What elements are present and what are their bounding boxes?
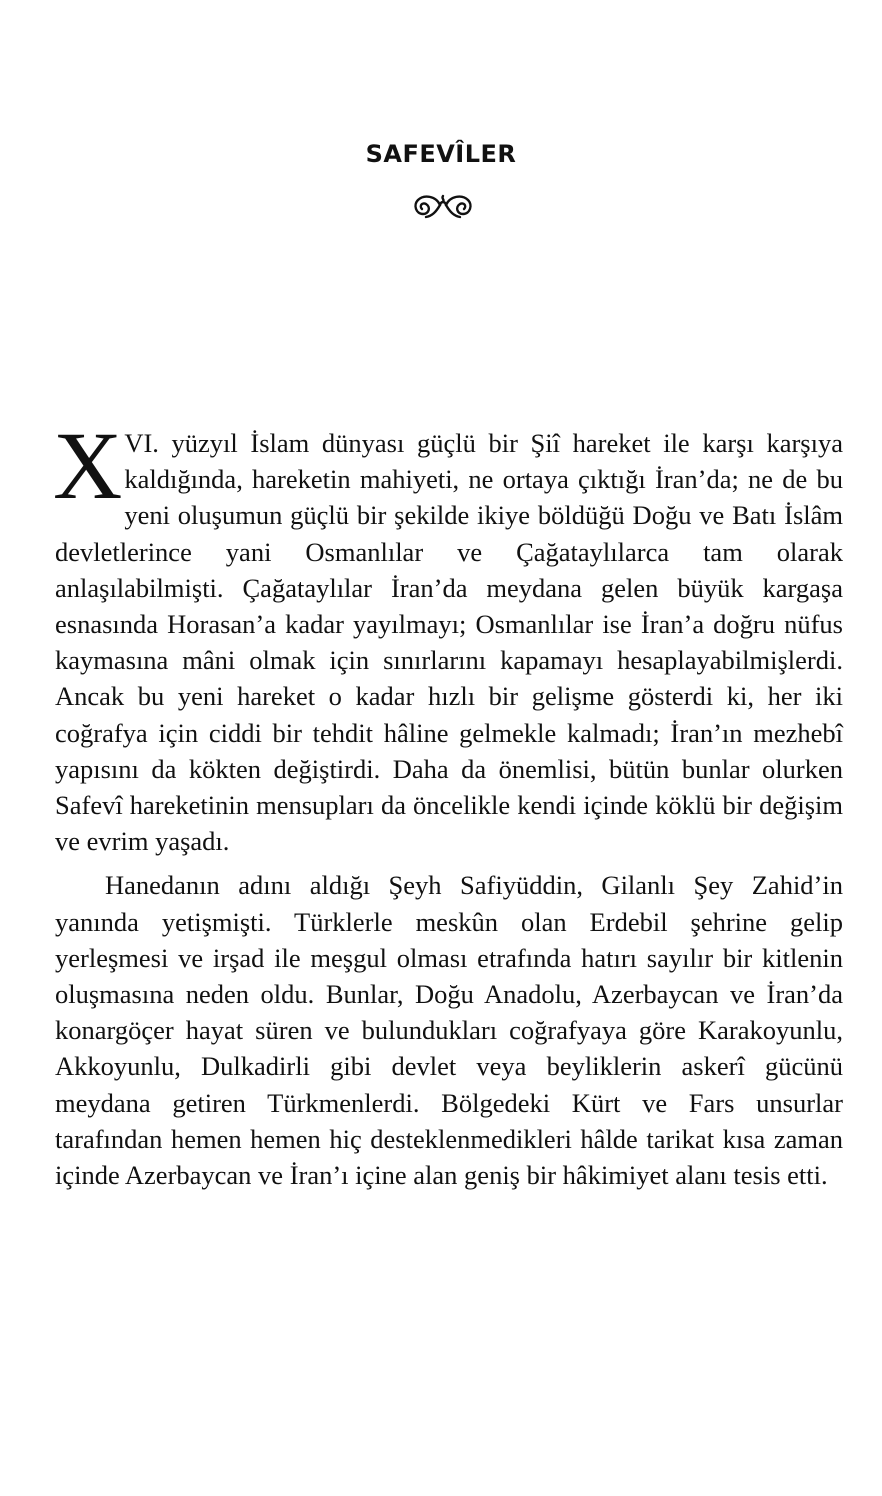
paragraph-1-text: VI. yüzyıl İslam dünyası güçlü bir Şiî hareket ile karşı karşıya kaldığında, hareketin mahiyeti, ne ortaya çıktığı İran’da; ne de bu yeni oluşumun güçlü bir şekilde ikiye böldüğü Doğu ve Batı İslâm devletlerince yani Osmanlılar ve Çağataylılarca tam olarak anlaşılabilmişti. Çağataylılar İran’da meydana gelen büyük kargaşa esnasında Horasan’a kadar yayılmayı; Osmanlılar ise İran’a doğru nüfus kaymasına mâni olmak için sınırlarını kapamayı hesaplayabilmişlerdi. Ancak bu yeni hareket o kadar hızlı bir gelişme gösterdi ki, her iki coğrafya için ciddi bir tehdit hâline gelmekle kalmadı; İran’ın mezhebî yapısını da kökten değiştirdi. Daha da önemlisi, bütün bunlar olurken Safevî hareketinin mensupları da öncelikle kendi içinde köklü bir değişim ve evrim yaşadı.: [55, 428, 843, 857]
paragraph-2: Hanedanın adını aldığı Şeyh Safiyüddin, Gilanlı Şey Zahid’in yanında yetişmişti. Türklerle meskûn olan Erdebil şehrine gelip yerleşmesi ve irşad ile meşgul olması etrafında hatırı sayılır bir kitlenin oluşmasına neden oldu. Bunlar, Doğu Anadolu, Azerbaycan ve İran’da konargöçer hayat süren ve bulundukları coğrafyaya göre Karakoyunlu, Akkoyunlu, Dulkadirli gibi devlet veya beyliklerin askerî gücünü meydana getiren Türkmenlerdi. Bölgedeki Kürt ve Fars unsurlar tarafından hemen hemen hiç desteklenmedikleri hâlde tarikat kısa zaman içinde Azerbaycan ve İran’ı içine alan geniş bir hâkimiyet alanı tesis etti.: [55, 870, 843, 1191]
chapter-title: SAFEVÎLER: [365, 140, 517, 168]
body-text: [53, 412, 843, 1193]
fleuron-ornament-icon: [410, 190, 476, 220]
drop-cap: X: [53, 412, 123, 519]
paragraph-1: [53, 412, 843, 859]
